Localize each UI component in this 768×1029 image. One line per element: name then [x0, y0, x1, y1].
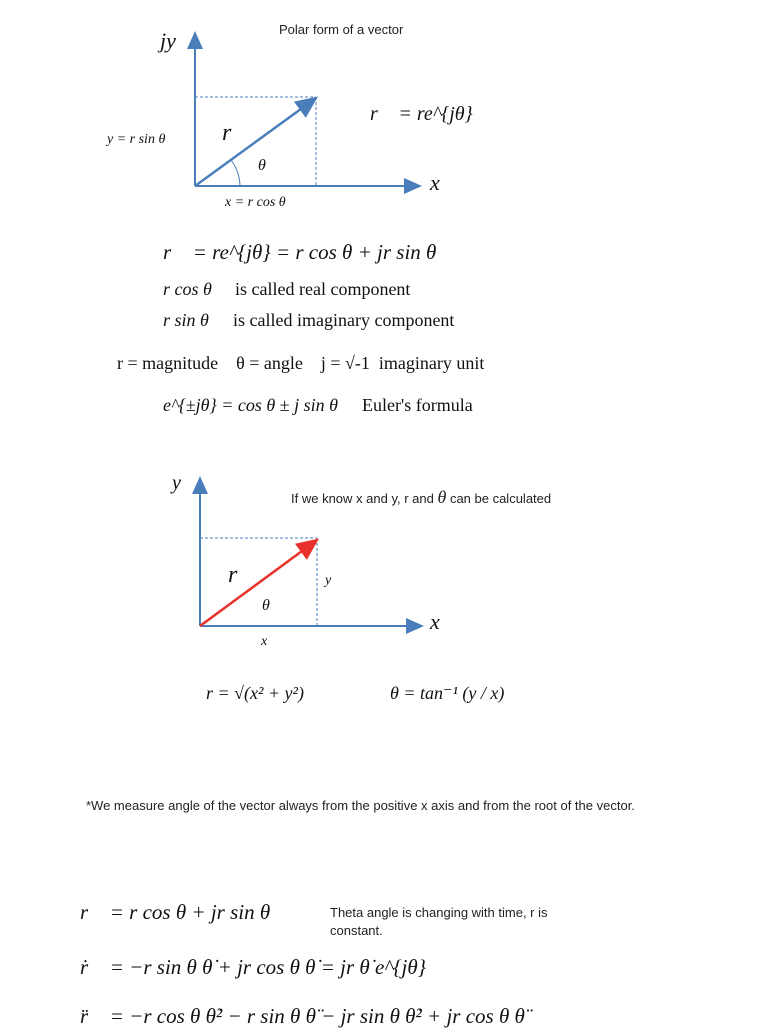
- diagram2-y-axis-label: y: [172, 472, 181, 494]
- diagram1-x-axis-label: x: [430, 170, 440, 195]
- real-text: is called real component: [235, 279, 411, 299]
- acceleration-equation: r̈⃗ = −r cos θ θ̇² − r sin θ θ̈ − jr sin θ θ̇² + jr cos θ θ̈: [80, 1004, 525, 1028]
- diagram2-y-side-label: y: [325, 573, 332, 588]
- diagram2-caption: [291, 487, 551, 508]
- time-comment: Theta angle is changing with time, r is constant.: [330, 905, 548, 938]
- imag-term: r sin θ: [163, 310, 209, 330]
- polar-formula: r⃗ = re^{jθ}: [370, 103, 473, 125]
- angle-note: *We measure angle of the vector always from the positive x axis and from the root of the vector.: [86, 798, 635, 813]
- caption-pre: If we know x and y, r and: [291, 491, 434, 506]
- diagram1-x-projection: x = r cos θ: [225, 195, 286, 210]
- euler-expansion: r⃗ = re^{jθ} = r cos θ + jr sin θ: [163, 240, 437, 264]
- imag-text: is called imaginary component: [233, 310, 455, 330]
- magnitude-formula: r = √(x² + y²): [206, 683, 304, 703]
- velocity-equation: ṙ⃗ = −r sin θ θ̇ + jr cos θ θ̇ = jr θ̇ e^{jθ}: [80, 955, 427, 979]
- diagram1-y-axis-label: jy: [160, 28, 176, 53]
- euler-formula: e^{±jθ} = cos θ ± j sin θ: [163, 395, 338, 415]
- diagram1-angle-label: θ: [258, 157, 266, 174]
- angle-formula: θ = tan⁻¹ (y / x): [390, 683, 505, 703]
- diagram2-x-side-label: x: [261, 634, 268, 649]
- vector-2: [200, 540, 317, 626]
- position-equation: r⃗ = r cos θ + jr sin θ: [80, 900, 271, 924]
- angle-arc-1: [231, 160, 240, 186]
- caption-theta: θ: [437, 487, 447, 507]
- diagram2-vector-label: r⃗: [228, 562, 257, 588]
- diagram1-title: Polar form of a vector: [279, 22, 404, 37]
- diagram1-y-projection: y = r sin θ: [107, 132, 166, 147]
- diagram1-vector-label: r⃗: [222, 120, 251, 146]
- euler-name: Euler's formula: [362, 395, 473, 415]
- diagram2-angle-label: θ: [262, 597, 270, 614]
- caption-post: can be calculated: [449, 491, 552, 506]
- vector-1: [195, 98, 316, 186]
- real-term: r cos θ: [163, 279, 212, 299]
- definitions: r = magnitude θ = angle j = √-1 imaginary unit: [117, 353, 485, 373]
- diagram2-x-axis-label: x: [430, 609, 440, 634]
